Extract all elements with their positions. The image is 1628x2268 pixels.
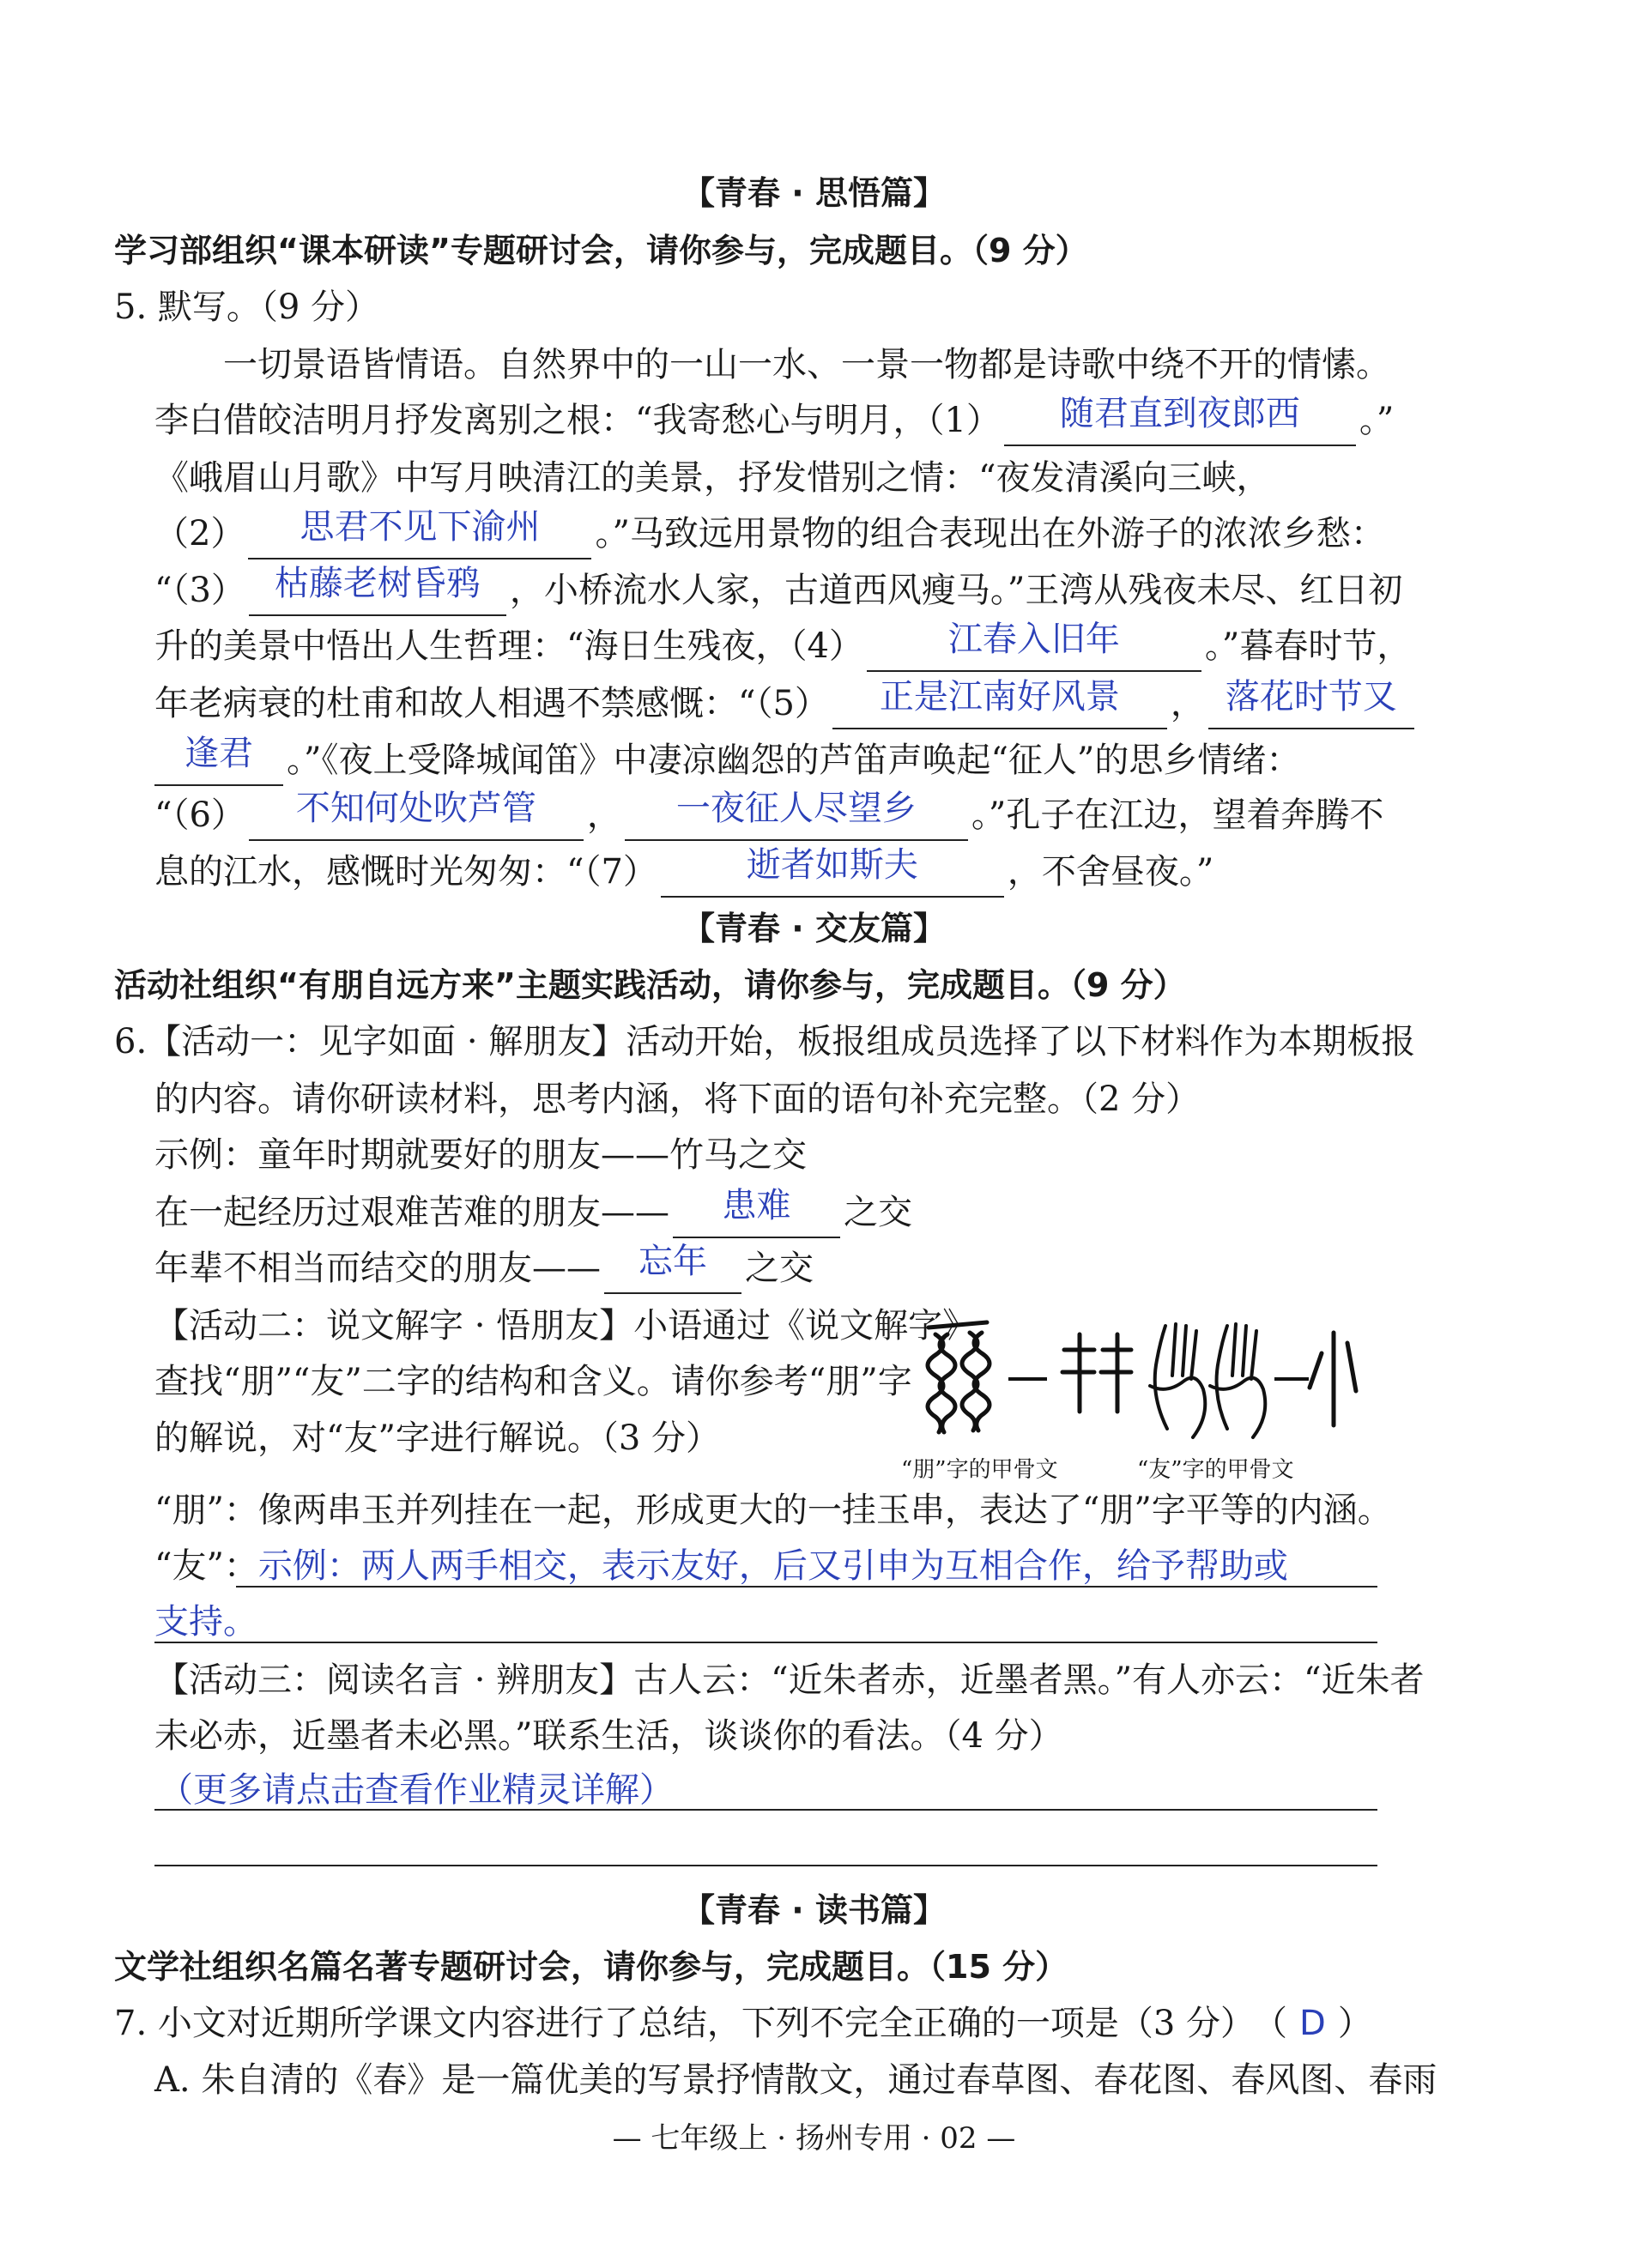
bracket-close: ） — [1337, 2004, 1372, 2043]
answer-blank-6-b — [604, 1242, 741, 1294]
q6-line-5 — [154, 1243, 814, 1294]
answer-7: 逝者如斯夫 — [746, 845, 918, 885]
q6-line-7: 查找“朋”“友”二字的结构和含义。请你参考“朋”字 — [154, 1362, 912, 1401]
section-heading-reading: 【青春 · 读书篇】 — [682, 1891, 946, 1929]
q5-text: 息的江水，感慨时光匆匆：“（7） — [154, 852, 657, 892]
answer-blank-5c — [154, 734, 283, 786]
q6-line-2: 的内容。请你研读材料，思考内涵，将下面的语句补充完整。（2 分） — [154, 1080, 1201, 1119]
q6-line-11: 【活动三：阅读名言 · 辨朋友】古人云：“近朱者赤，近墨者黑。”有人亦云：“近朱者 — [154, 1660, 1425, 1700]
q6-line-10 — [154, 1540, 1288, 1592]
q6-text: “友”： — [154, 1546, 258, 1586]
answer-underline — [154, 1642, 1377, 1643]
q5-text: ，小桥流水人家，古道西风瘦马。”王湾从残夜未尽、红日初 — [509, 571, 1403, 610]
q5-line-1: 一切景语皆情语。自然界中的一山一水、一景一物都是诗歌中绕不开的情愫。 — [223, 345, 1390, 384]
q7-stem: 7. 小文对近期所学课文内容进行了总结，下列不完全正确的一项是（3 分） — [114, 2004, 1256, 2043]
answer-6-c-line1: 示例：两人两手相交，表示友好，后又引申为互相合作，给予帮助或 — [257, 1546, 1288, 1586]
q5-line-5 — [154, 565, 1402, 616]
q5-line-6 — [154, 620, 1411, 672]
q6-example: 示例：童年时期就要好的朋友——竹马之交 — [154, 1135, 807, 1175]
answer-blank-7 — [661, 845, 1004, 898]
q6-answer-d — [159, 1764, 674, 1816]
q6-line-4 — [154, 1187, 912, 1238]
q5-line-4 — [154, 508, 1385, 559]
q5-text: 。”孔子在江边，望着奔腾不 — [971, 795, 1384, 835]
bracket-open: （ — [1253, 2004, 1287, 2043]
q5-text: 升的美景中悟出人生哲理：“海日生残夜，（4） — [154, 626, 863, 666]
caption-peng-oracle: “朋”字的甲骨文 — [901, 1457, 1058, 1483]
answer-underline — [236, 1586, 1377, 1588]
answer-6-b: 忘年 — [638, 1242, 707, 1281]
section-heading-friendship: 【青春 · 交友篇】 — [682, 910, 946, 947]
q5-title: 5. 默写。（9 分） — [114, 287, 380, 327]
answer-6-a: 患难 — [722, 1186, 791, 1225]
q6-line-10b — [154, 1596, 257, 1648]
answer-5a: 正是江南好风景 — [879, 677, 1120, 717]
section-intro-reading: 文学社组织名篇名著专题研讨会，请你参与，完成题目。（15 分） — [114, 1948, 1068, 1986]
answer-underline — [154, 1809, 1377, 1811]
q5-line-7 — [154, 678, 1418, 729]
answer-5b: 落花时节又 — [1225, 677, 1397, 717]
q5-text: （2） — [154, 514, 245, 553]
answer-6-d[interactable]: （更多请点击查看作业精灵详解） — [159, 1770, 674, 1810]
q5-text: 年老病衰的杜甫和故人相遇不禁感慨：“（5） — [154, 684, 829, 723]
you-modern-glyph — [1310, 1333, 1356, 1425]
q5-text: 。”马致远用景物的组合表现出在外游子的浓浓乡愁： — [595, 514, 1385, 553]
q6-line-1: 6.【活动一：见字如面 · 解朋友】活动开始，板报组成员选择了以下材料作为本期板报 — [114, 1022, 1416, 1061]
oracle-bone-illustration — [918, 1309, 1365, 1450]
q5-text: 。”暮春时节， — [1204, 626, 1412, 666]
q6-text: 之交 — [745, 1249, 814, 1288]
q6-line-9: “朋”：像两串玉并列挂在一起，形成更大的一挂玉串，表达了“朋”字平等的内涵。 — [154, 1491, 1392, 1530]
answer-6b: 一夜征人尽望乡 — [675, 789, 917, 828]
answer-blank-3 — [249, 564, 506, 616]
answer-underline — [154, 1865, 1377, 1866]
answer-7-choice: D — [1299, 2004, 1326, 2043]
answer-blank-6b — [625, 789, 968, 841]
answer-3: 枯藤老树昏鸦 — [274, 564, 481, 603]
q5-text: ， — [586, 795, 621, 835]
peng-modern-glyph — [1062, 1334, 1131, 1412]
page-footer: — 七年级上 · 扬州专用 · 02 — — [612, 2121, 1016, 2156]
q6-text: 年辈不相当而结交的朋友—— — [154, 1249, 601, 1288]
q5-text: “（6） — [154, 795, 245, 835]
section-intro-friendship: 活动社组织“有朋自远方来”主题实践活动，请你参与，完成题目。（9 分） — [114, 966, 1186, 1004]
caption-you-oracle: “友”字的甲骨文 — [1137, 1457, 1294, 1483]
q5-text: 李白借皎洁明月抒发离别之根：“我寄愁心与明月，（1） — [154, 401, 1001, 440]
answer-1: 随君直到夜郎西 — [1059, 394, 1300, 433]
q6-text: 在一起经历过艰难苦难的朋友—— — [154, 1193, 669, 1232]
q6-text: 之交 — [844, 1193, 912, 1232]
answer-blank-5b — [1208, 677, 1414, 729]
q6-line-12: 未必赤，近墨者未必黑。”联系生活，谈谈你的看法。（4 分） — [154, 1716, 1063, 1756]
q5-text: ，不舍昼夜。” — [1007, 852, 1214, 892]
answer-2: 思君不见下渝州 — [300, 507, 541, 547]
q5-text: ， — [1170, 684, 1205, 723]
answer-6-c-line2: 支持。 — [154, 1602, 257, 1642]
answer-5c: 逢君 — [185, 734, 253, 773]
q5-line-10 — [154, 846, 1213, 898]
answer-blank-6-a — [673, 1186, 840, 1238]
answer-4: 江春入旧年 — [947, 620, 1120, 659]
q5-line-2 — [154, 395, 1394, 446]
q6-line-8: 的解说，对“友”字进行解说。（3 分） — [154, 1418, 721, 1458]
answer-blank-1 — [1004, 394, 1356, 446]
answer-blank-5a — [832, 677, 1167, 729]
q5-line-3: 《峨眉山月歌》中写月映清江的美景，抒发惜别之情：“夜发清溪向三峡， — [154, 458, 1271, 498]
section-intro-reflection: 学习部组织“课本研读”专题研讨会，请你参与，完成题目。（9 分） — [114, 232, 1088, 269]
q5-line-8 — [154, 735, 1300, 786]
q5-text: 。”《夜上受降城闻笛》中凄凉幽怨的芦笛声唤起“征人”的思乡情绪： — [287, 741, 1301, 780]
q5-text: “（3） — [154, 571, 245, 610]
q6-line-6: 【活动二：说文解字 · 悟朋友】小语通过《说文解字》 — [154, 1306, 977, 1346]
answer-6a: 不知何处吹芦管 — [295, 789, 536, 828]
q5-text: 。” — [1359, 401, 1395, 440]
q5-line-9 — [154, 789, 1383, 841]
q7-answer-bracket — [1253, 1998, 1372, 2049]
you-oracle-glyph — [1150, 1324, 1265, 1437]
answer-blank-4 — [867, 620, 1201, 672]
answer-blank-6a — [249, 789, 584, 841]
peng-oracle-glyph — [928, 1322, 990, 1432]
answer-blank-2 — [248, 507, 591, 559]
section-heading-reflection: 【青春 · 思悟篇】 — [682, 174, 946, 212]
q7-option-a: A. 朱自清的《春》是一篇优美的写景抒情散文，通过春草图、春花图、春风图、春雨 — [154, 2060, 1437, 2100]
